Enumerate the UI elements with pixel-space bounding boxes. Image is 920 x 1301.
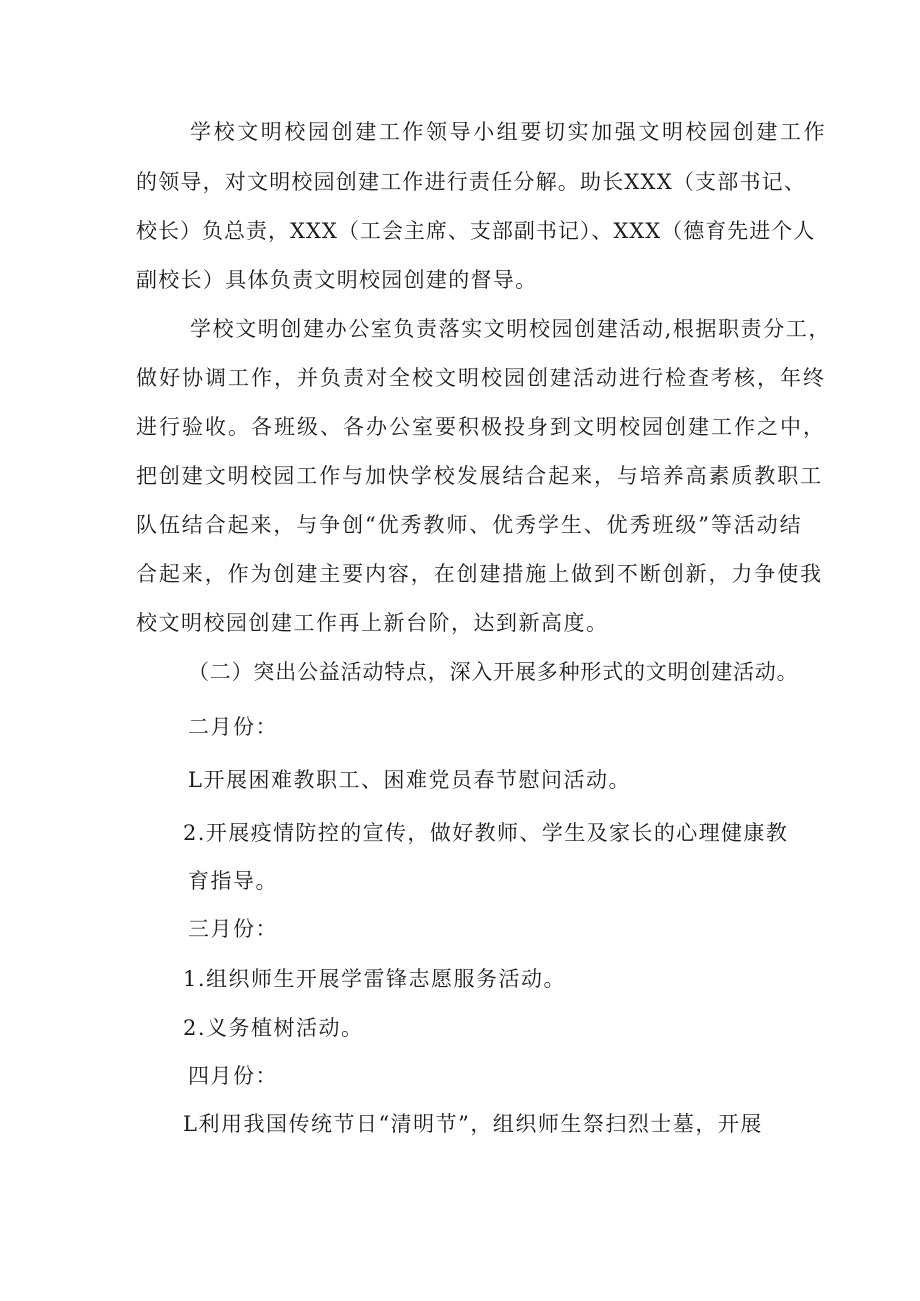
paragraph-2-line-5: 队伍结合起来，与争创“优秀教师、优秀学生、优秀班级”等活动结	[136, 513, 803, 537]
paragraph-2-line-7: 校文明校园创建工作再上新台阶，达到新高度。	[136, 611, 609, 635]
paragraph-1-line-3: 校长）负总责，XXX（工会主席、支部副书记）、XXX（德育先进个人	[136, 219, 816, 243]
paragraph-1-line-2: 的领导，对文明校园创建工作进行责任分解。助长XXX（支部书记、	[136, 170, 807, 194]
paragraph-2-line-1: 学校文明创建办公室负责落实文明校园创建活动,根据职责分工，	[190, 317, 832, 341]
february-item-1: L开展困难教职工、困难党员春节慰问活动。	[188, 768, 631, 792]
march-item-2: 2.义务植树活动。	[183, 1016, 364, 1040]
paragraph-2-line-2: 做好协调工作，并负责对全校文明校园创建活动进行检查考核，年终	[136, 366, 826, 390]
paragraph-1-line-4: 副校长）具体负责文明校园创建的督导。	[136, 268, 538, 292]
paragraph-1-line-1: 学校文明校园创建工作领导小组要切实加强文明校园创建工作	[190, 120, 828, 144]
february-item-2-line-1: 2.开展疫情防控的宣传，做好教师、学生及家长的心理健康教	[183, 821, 789, 845]
february-item-2-line-2: 育指导。	[188, 869, 278, 893]
april-heading: 四月份：	[188, 1064, 278, 1088]
paragraph-2-line-6: 合起来，作为创建主要内容，在创建措施上做到不断创新，力争使我	[136, 562, 823, 586]
section-heading: （二）突出公益活动特点，深入开展多种形式的文明创建活动。	[188, 660, 799, 684]
february-heading: 二月份：	[188, 715, 278, 739]
march-item-1: 1.组织师生开展学雷锋志愿服务活动。	[183, 967, 567, 991]
paragraph-2-line-3: 进行验收。各班级、各办公室要积极投身到文明校园创建工作之中，	[136, 415, 826, 439]
march-heading: 三月份：	[188, 917, 278, 941]
april-item-1: L利用我国传统节日“清明节”，组织师生祭扫烈士墓，开展	[183, 1112, 763, 1136]
paragraph-2-line-4: 把创建文明校园工作与加快学校发展结合起来，与培养高素质教职工	[136, 464, 823, 488]
